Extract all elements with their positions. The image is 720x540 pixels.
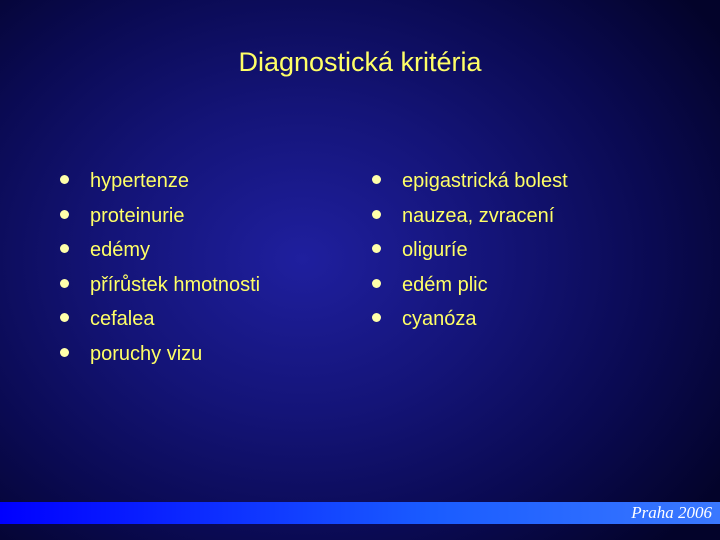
list-item-text: přírůstek hmotnosti [90, 273, 261, 296]
list-item-text: epigastrická bolest [402, 170, 568, 192]
list-item-text: proteinurie [90, 204, 185, 227]
list-item-text: nauzea, zvracení [402, 204, 555, 227]
footer-text: Praha 2006 [631, 503, 712, 522]
list-item [372, 201, 568, 236]
bullet-icon [372, 279, 381, 288]
list-item [60, 304, 260, 339]
list-item [60, 201, 260, 236]
bullet-icon [60, 313, 69, 322]
bullet-icon [372, 210, 381, 219]
list-item-text: cyanóza [402, 308, 477, 330]
list-item [372, 235, 568, 270]
list-item-text: cefalea [90, 308, 155, 330]
list-item [60, 166, 260, 201]
list-item [60, 235, 260, 270]
list-item-text: hypertenze [90, 170, 189, 192]
left-bullet-list [60, 166, 260, 373]
right-bullet-list [372, 166, 568, 339]
slide-title: Diagnostická kritéria [238, 47, 482, 77]
footer-bar [0, 502, 720, 524]
bullet-icon [60, 175, 69, 184]
list-item-text: poruchy vizu [90, 342, 203, 365]
bullet-icon [60, 348, 69, 357]
list-item-text: oliguríe [402, 239, 468, 261]
list-item [372, 304, 568, 339]
list-item [372, 270, 568, 305]
list-item [60, 270, 260, 305]
list-item-text: edémy [90, 239, 151, 261]
bullet-icon [60, 279, 69, 288]
list-item [60, 339, 260, 374]
bullet-icon [372, 175, 381, 184]
bullet-icon [372, 244, 381, 253]
bullet-icon [372, 313, 381, 322]
list-item-text: edém plic [402, 273, 488, 296]
bullet-icon [60, 210, 69, 219]
bullet-icon [60, 244, 69, 253]
list-item [372, 166, 568, 201]
